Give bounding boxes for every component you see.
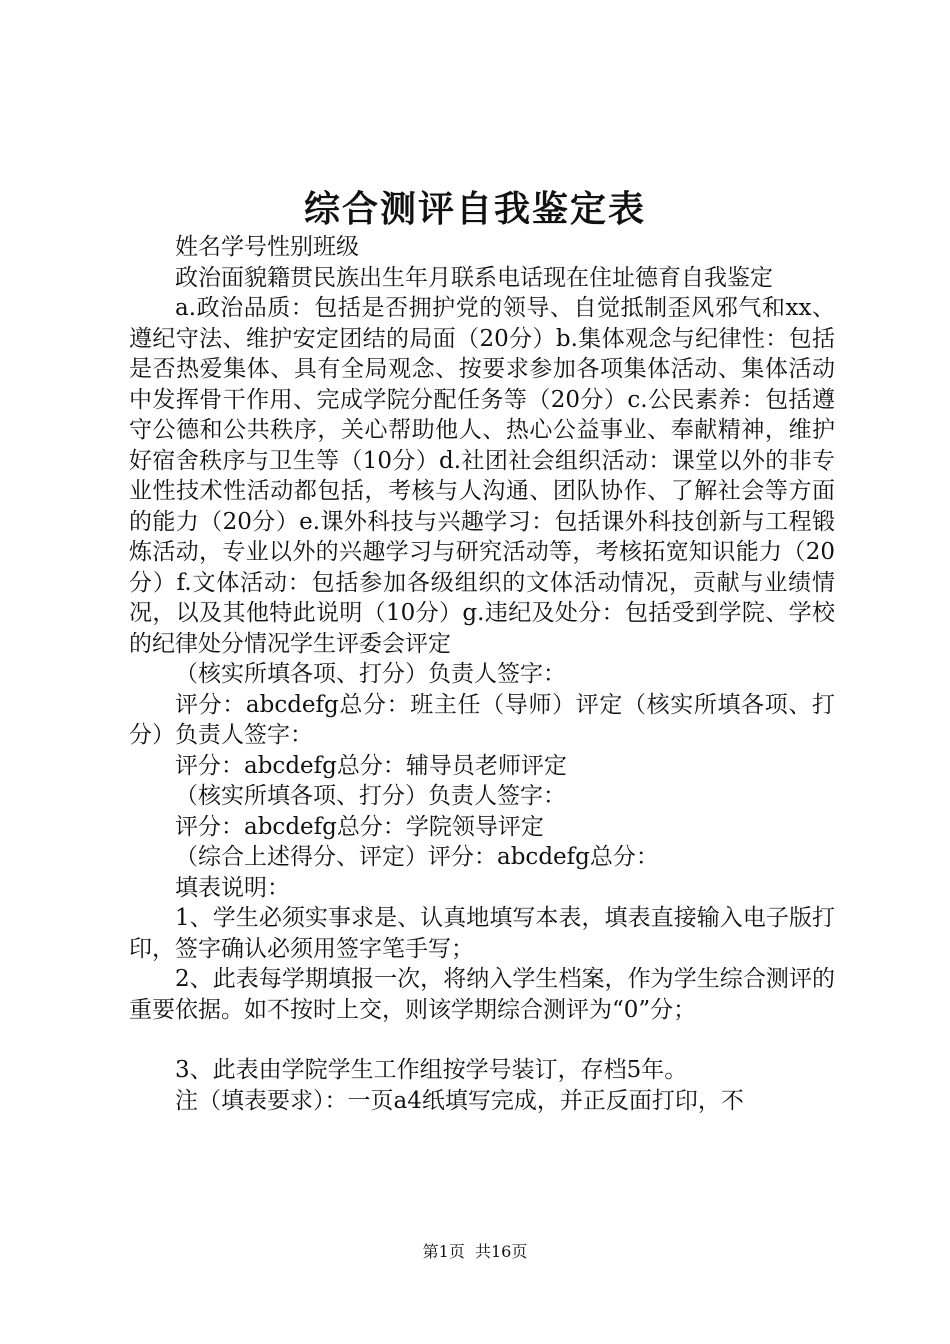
leadership-score-line: （综合上述得分、评定）评分：abcdefg总分： (175, 844, 659, 870)
fill-requirements-note: 注（填表要求）：一页a4纸填写完成，并正反面打印，不 (175, 1087, 744, 1114)
class-teacher-score-line: 评分：abcdefg总分：辅导员老师评定 (175, 752, 567, 779)
page-number: 第1页 共16页 (422, 1242, 528, 1261)
page-footer (0, 1240, 950, 1264)
document-body (129, 232, 835, 1116)
instruction-item-2: 2、此表每学期填报一次，将纳入学生档案，作为学生综合测评的重要依据。如不按时上交，则该学期综合测评为“0”分； (129, 966, 835, 1023)
personal-info-fields-line-1: 姓名学号性别班级 (175, 234, 359, 260)
document-title: 综合测评自我鉴定表 (303, 188, 646, 230)
instruction-item-1: 1、学生必须实事求是、认真地填写本表，填表直接输入电子版打印，签字确认必须用签字笔手写； (129, 905, 835, 962)
committee-signature-line: （核实所填各项、打分）负责人签字： (175, 661, 566, 687)
instructions-heading: 填表说明： (175, 874, 290, 901)
moral-evaluation-criteria: a.政治品质：包括是否拥护党的领导、自觉抵制歪风邪气和xx、遵纪守法、维护安定团结的局面（20分）b.集体观念与纪律性：包括是否热爱集体、具有全局观念、按要求参加各项集体活动、集体活动中发挥骨干作用、完成学院分配任务等（20分）c.公民素养：包括遵守公德和公共秩序，关心帮助他人、热心公益事业、奉献精神，维护好宿舍秩序与卫生等（10分）d.社团社会组织活动：课堂以外的非专业性技术性活动都包括，考核与人沟通、团队协作、了解社会等方面的能力（20分）e.课外科技与兴趣学习：包括课外科技创新与工程锻炼活动，专业以外的兴趣学习与研究活动等，考核拓宽知识能力（20分）f.文体活动：包括参加各级组织的文体活动情况，贡献与业绩情况，以及其他特此说明（10分）g.违纪及处分：包括受到学院、学校的纪律处分情况学生评委会评定 (129, 295, 835, 657)
counselor-signature-line: （核实所填各项、打分）负责人签字： (175, 783, 566, 809)
personal-info-fields-line-2: 政治面貌籍贯民族出生年月联系电话现在住址德育自我鉴定 (175, 264, 773, 291)
committee-score-line: 评分：abcdefg总分：班主任（导师）评定（核实所填各项、打分）负责人签字： (129, 691, 835, 748)
counselor-score-line: 评分：abcdefg总分：学院领导评定 (175, 813, 544, 840)
instruction-item-3: 3、此表由学院学生工作组按学号装订，存档5年。 (175, 1057, 688, 1083)
